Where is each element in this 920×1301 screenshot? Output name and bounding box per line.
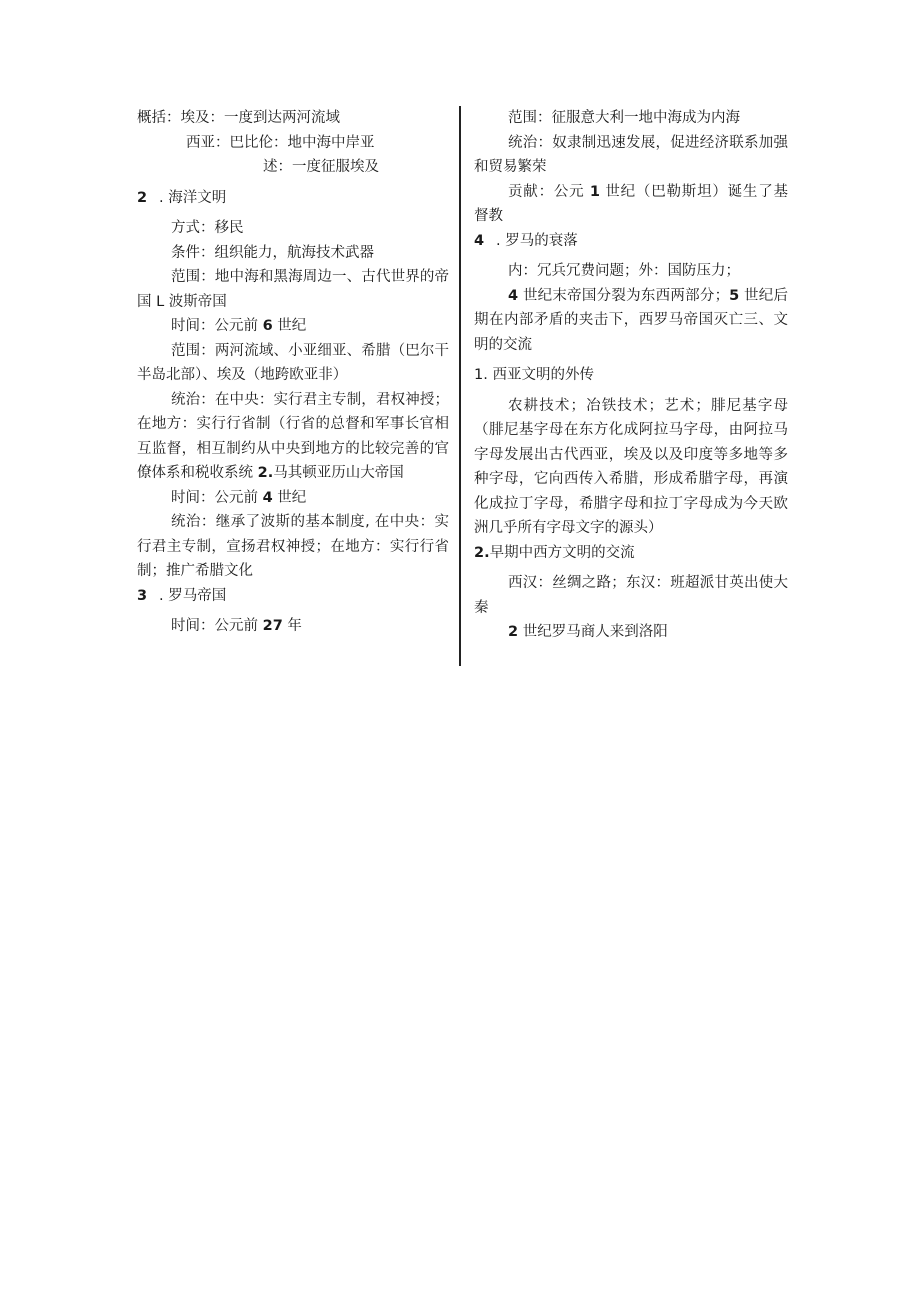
line-time-persia <box>137 314 449 339</box>
line-rule-rome: 统治：奴隶制迅速发展，促进经济联系加强和贸易繁荣 <box>474 134 788 175</box>
right-column <box>474 106 788 645</box>
subheading-number: 2. <box>474 544 490 561</box>
line-rule-persia <box>137 388 449 486</box>
summary-line-conquest: 述：一度征服埃及 <box>263 159 379 175</box>
time-label: 时间：公元前 <box>171 489 263 506</box>
line-conditions: 条件：组织能力，航海技术武器 <box>171 244 374 261</box>
rule-number: 2. <box>257 465 274 481</box>
century-number: 4 <box>508 287 519 304</box>
time-unit: 世纪 <box>272 318 307 334</box>
century-number: 5 <box>729 287 740 304</box>
line-split-fall <box>474 284 788 358</box>
rule-text: 统治：在中央：实行君主专制，君权神授；在地方：实行行省制（行省的总督和军事长官相互监督，相互制约从中央到地方的比较完善的官僚体系和税收系统 <box>137 391 449 481</box>
time-number: 4 <box>262 489 273 506</box>
rule-macedon: 马其顿亚历山大帝国 <box>273 465 404 481</box>
merchants-text: 世纪罗马商人来到洛阳 <box>518 624 668 640</box>
subheading-east-west-exchange <box>474 541 788 566</box>
heading-text: . 罗马帝国 <box>159 587 227 604</box>
left-column <box>137 106 449 639</box>
subheading-westasia-spread: 1. 西亚文明的外传 <box>474 367 594 383</box>
line-scope-persia: 范围：两河流域、小亚细亚、希腊（巴尔干半岛北部）、埃及（地跨欧亚非） <box>137 342 449 383</box>
heading-number: 2 <box>137 189 148 206</box>
heading-maritime-civilization <box>137 186 449 211</box>
line-time-rome <box>137 614 449 639</box>
heading-number: 3 <box>137 587 148 604</box>
heading-text: . 海洋文明 <box>159 189 227 206</box>
line-scope-rome: 范围：征服意大利一地中海成为内海 <box>508 110 740 126</box>
line-rule-macedon: 统治：继承了波斯的基本制度, 在中央：实行君主专制，宣扬君权神授；在地方：实行行省制；推广希腊文化 <box>137 514 449 579</box>
heading-roman-empire <box>137 584 449 609</box>
heading-rome-decline <box>474 229 788 254</box>
line-scope-empire: 范围：地中海和黑海周边一、古代世界的帝国 L 波斯帝国 <box>137 269 449 310</box>
contribution-number: 1 <box>589 183 600 200</box>
line-contribution <box>474 180 788 229</box>
summary-line-egypt: 概括：埃及：一度到达两河流域 <box>137 110 340 126</box>
line-internal-external: 内：冗兵冗费问题；外：国防压力； <box>508 263 740 279</box>
time-label: 时间：公元前 <box>171 618 263 634</box>
column-divider <box>459 106 461 666</box>
line-method: 方式：移民 <box>171 220 244 236</box>
line-alphabet: 农耕技术；冶铁技术；艺术；腓尼基字母（腓尼基字母在东方化成阿拉马字母，由阿拉马字母发展出古代西亚，埃及以及印度等多地等多种字母，它向西传入希腊，形成希腊字母，再演化成拉丁字母，希腊字母和拉丁字母成为今天欧洲几乎所有字母文字的源头） <box>474 397 788 536</box>
fall-text: 世纪后期在内部矛盾的夹击下，西罗马帝国灭亡三、文明的交流 <box>474 287 789 353</box>
subheading-text: 早期中西方文明的交流 <box>489 544 635 561</box>
heading-number: 4 <box>474 232 485 249</box>
century-number: 2 <box>508 624 519 640</box>
time-number: 6 <box>262 318 273 334</box>
contribution-text: 世纪（巴勒斯坦）诞生了基督教 <box>474 183 789 224</box>
contribution-label: 贡献：公元 <box>508 183 590 200</box>
heading-text: . 罗马的衰落 <box>496 232 578 249</box>
line-time-macedon <box>137 486 449 511</box>
line-silk-road: 西汉：丝绸之路；东汉：班超派甘英出使大秦 <box>474 575 788 616</box>
time-unit: 世纪 <box>272 489 307 506</box>
split-text: 世纪末帝国分裂为东西两部分； <box>518 287 730 304</box>
time-label: 时间：公元前 <box>171 318 263 334</box>
summary-line-westasia: 西亚：巴比伦：地中海中岸亚 <box>186 134 375 151</box>
time-number: 27 <box>262 618 283 634</box>
line-roman-merchants <box>474 620 788 645</box>
time-unit: 年 <box>282 618 302 634</box>
